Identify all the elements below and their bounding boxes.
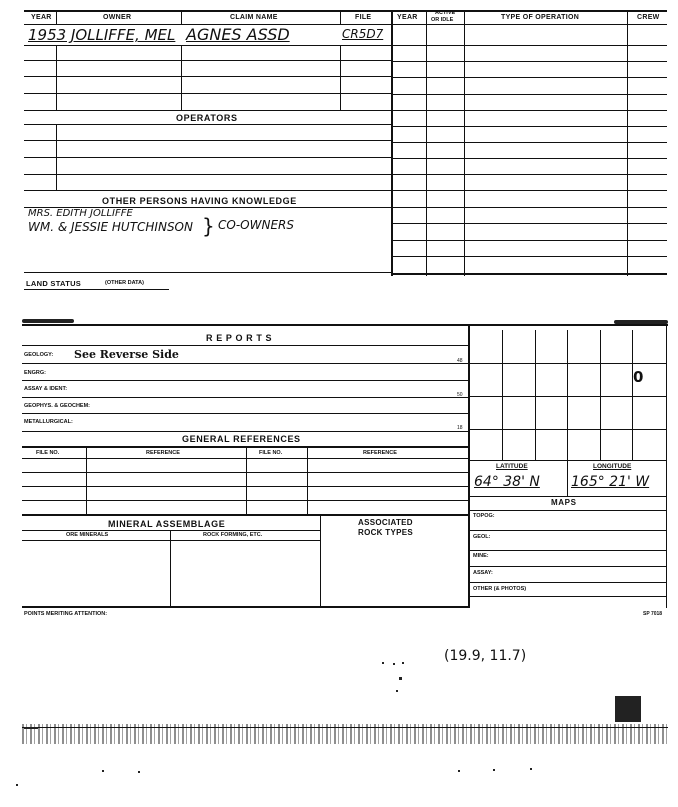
ref-file-no-2: FILE NO. (259, 450, 283, 456)
map-assay-label: ASSAY: (473, 570, 493, 576)
brace-mark: } (202, 214, 215, 238)
general-references-title: GENERAL REFERENCES (182, 434, 301, 444)
map-topog-label: TOPOG: (473, 513, 495, 519)
other-persons-note: CO-OWNERS (218, 218, 294, 232)
header-file: FILE (355, 14, 372, 21)
land-status-label: LAND STATUS (26, 279, 82, 288)
entry-file: CR5D7 (342, 27, 384, 41)
grid-mark: 0 (633, 368, 644, 386)
entry-year-owner: 1953 JOLLIFFE, MEL (28, 26, 176, 44)
ore-minerals-label: ORE MINERALS (66, 532, 109, 538)
points-meriting-attention: POINTS MERITING ATTENTION: (24, 611, 108, 617)
report-num-48: 48 (457, 358, 463, 364)
other-persons-line-1: MRS. EDITH JOLLIFFE (28, 208, 133, 219)
header-or-idle: OR IDLE (431, 17, 454, 23)
coords-annotation: (19.9, 11.7) (444, 648, 527, 664)
latitude-label: LATITUDE (496, 463, 528, 470)
associated-label: ASSOCIATED (358, 518, 413, 527)
header-year: YEAR (31, 14, 52, 21)
maps-title: MAPS (551, 498, 577, 507)
other-persons-line-2: WM. & JESSIE HUTCHINSON (28, 220, 193, 234)
form-number: SP 7018 (643, 611, 663, 617)
map-mine-label: MINE: (473, 553, 489, 559)
map-other-label: OTHER (& PHOTOS) (473, 586, 527, 592)
header-owner: OWNER (103, 14, 132, 21)
ref-reference-1: REFERENCE (146, 450, 180, 456)
geology-value: See Reverse Side (74, 348, 179, 361)
metallurgical-label: METALLURGICAL: (24, 419, 73, 425)
report-num-18: 18 (457, 425, 463, 431)
latitude-value: 64° 38' N (474, 474, 540, 490)
map-geol-label: GEOL: (473, 534, 491, 540)
other-persons-title: OTHER PERSONS HAVING KNOWLEDGE (102, 196, 297, 206)
header-crew: CREW (637, 14, 660, 21)
header-claim-name: CLAIM NAME (230, 14, 278, 21)
ref-file-no-1: FILE NO. (36, 450, 60, 456)
mineral-assemblage-title: MINERAL ASSEMBLAGE (108, 519, 226, 529)
land-status-sub: (OTHER DATA) (105, 280, 144, 286)
header-type-of-operation: TYPE OF OPERATION (501, 14, 580, 21)
header-year-2: YEAR (397, 14, 418, 21)
ref-reference-2: REFERENCE (363, 450, 397, 456)
engrg-label: ENGRG: (24, 370, 46, 376)
reports-title: R E P O R T S (206, 333, 273, 343)
operators-title: OPERATORS (176, 113, 238, 123)
longitude-value: 165° 21' W (571, 474, 650, 490)
header-active: ACTIVE (435, 10, 456, 16)
geology-label: GEOLOGY: (24, 352, 54, 358)
longitude-label: LONGITUDE (593, 463, 632, 470)
assay-ident-label: ASSAY & IDENT: (24, 386, 68, 392)
rock-forming-label: ROCK FORMING, ETC. (203, 532, 263, 538)
rock-types-label: ROCK TYPES (358, 528, 414, 537)
geophys-label: GEOPHYS. & GEOCHEM: (24, 403, 91, 409)
entry-claim-name: AGNES ASSD (186, 25, 290, 44)
report-num-50: 50 (457, 392, 463, 398)
